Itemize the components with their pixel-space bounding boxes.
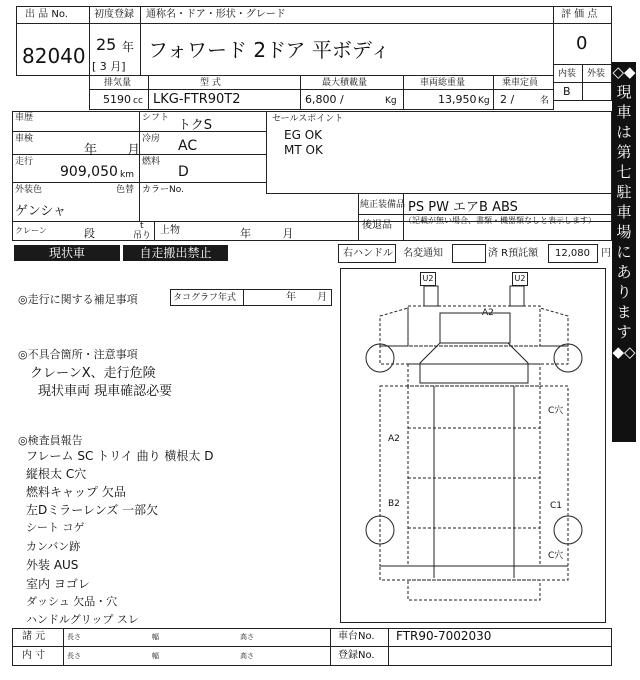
chassis-number: FTR90-7002030 xyxy=(396,629,492,643)
displacement: 5190 xyxy=(103,93,131,106)
sales-point-2: MT OK xyxy=(284,143,323,157)
equipment-value: PS PW エアB ABS xyxy=(408,200,518,215)
report-line: 縦根太 C穴 xyxy=(26,467,87,481)
fuel-label: 燃料 xyxy=(142,157,161,167)
capacity: 2 / xyxy=(500,93,515,106)
color-label: 外装色 xyxy=(15,185,43,195)
history-label: 車歴 xyxy=(15,113,34,123)
deposit-unit: 円 xyxy=(601,248,611,259)
mileage-label: 走行 xyxy=(15,157,34,167)
damage-mark: C穴 xyxy=(548,551,564,561)
interior-label: 内装 xyxy=(558,69,577,79)
cooler-label: 冷房 xyxy=(142,134,161,144)
mileage-unit: km xyxy=(120,170,134,180)
damage-mark: B2 xyxy=(388,499,400,509)
grade-label: 評 価 点 xyxy=(561,9,598,20)
tacho-label: タコグラフ年式 xyxy=(173,293,237,303)
report-line: シート コゲ xyxy=(26,521,85,534)
crane-lift: 吊り xyxy=(133,231,152,241)
truck-diagram-svg xyxy=(340,268,606,623)
aftermarket-note: （記載が無い場合、書類・機器類なしと表示します） xyxy=(404,216,596,225)
defect-line-1: クレーンX、走行危険 xyxy=(30,366,156,381)
exterior-label: 外装 xyxy=(587,69,606,79)
chassis-label: 車台No. xyxy=(338,631,375,642)
defect-line-2: 現状車両 現車確認必要 xyxy=(38,384,173,399)
recycle-label: 済 R預託額 xyxy=(488,248,539,259)
report-line: ハンドルグリップ スレ xyxy=(26,613,139,626)
inspector-label: ◎検査員報告 xyxy=(18,434,83,447)
damage-mark: C1 xyxy=(550,501,563,511)
name-change-label: 名変通知 xyxy=(403,248,443,259)
displacement-unit: cc xyxy=(133,96,143,106)
driving-notes-label: ◎走行に関する補足事項 xyxy=(18,293,138,306)
color-swap-label: 色替 xyxy=(116,185,135,195)
reg-month: [ 3 月] xyxy=(92,60,126,73)
weight-unit: Kg xyxy=(478,96,490,106)
length-label-1: 長さ xyxy=(67,633,81,641)
reg-year-unit: 年 xyxy=(122,40,135,54)
shift-label: シフト xyxy=(142,113,170,123)
report-line: ダッシュ 欠品・穴 xyxy=(26,595,118,608)
defects-label: ◎不具合箇所・注意事項 xyxy=(18,348,138,361)
report-line: フレーム SC トリイ 曲り 横根太 D xyxy=(26,449,214,463)
mileage-value: 909,050 xyxy=(60,164,118,180)
deposit-value: 12,080 xyxy=(555,248,590,259)
model-code: LKG-FTR90T2 xyxy=(153,92,241,107)
height-label-2: 高さ xyxy=(240,652,254,660)
reg-year: 25 xyxy=(96,35,117,54)
as-is-badge: 現状車 xyxy=(14,245,120,261)
steering: 右ハンドル xyxy=(343,248,393,259)
inspection-label: 車検 xyxy=(15,134,34,144)
damage-mark: A2 xyxy=(388,434,400,444)
damage-mark: A2 xyxy=(482,308,494,318)
damage-mark: C穴 xyxy=(548,406,564,416)
name-change-box xyxy=(452,244,486,263)
gross-weight: 13,950 xyxy=(438,93,477,106)
sales-point-1: EG OK xyxy=(284,128,323,142)
capacity-label: 乗車定員 xyxy=(502,78,539,88)
damage-mark: U2 xyxy=(512,272,528,286)
width-label-1: 幅 xyxy=(152,633,159,641)
self-carry-badge: 自走搬出禁止 xyxy=(123,245,228,261)
dims-label: 内 寸 xyxy=(22,650,46,661)
length-label-2: 長さ xyxy=(67,652,81,660)
lot-number: 82040 xyxy=(22,44,86,68)
upper-date: 年 月 xyxy=(240,227,294,240)
aftermarket-label: 後退品 xyxy=(362,220,392,231)
overall-grade: 0 xyxy=(576,33,588,54)
interior-grade: B xyxy=(563,85,571,98)
first-reg-label: 初度登録 xyxy=(94,9,134,20)
upper-label: 上物 xyxy=(160,225,180,236)
weight-label: 車両総重量 xyxy=(420,78,466,88)
model-label: 型 式 xyxy=(200,78,221,88)
equipment-label: 純正装備品 xyxy=(360,200,406,210)
color-no-label: カラーNo. xyxy=(142,185,184,195)
displacement-label: 排気量 xyxy=(104,78,132,88)
fuel-value: D xyxy=(178,164,189,180)
shift-value: トクS xyxy=(178,118,212,133)
crane-ton: t xyxy=(140,221,144,231)
sales-label: セールスポイント xyxy=(272,114,344,124)
load-label: 最大積載量 xyxy=(322,78,368,88)
reg-no-label: 登録No. xyxy=(338,650,375,661)
inspection-value: 年 月 xyxy=(84,143,141,158)
lot-label: 出 品 No. xyxy=(25,9,68,20)
car-name: フォワード 2ドア 平ボディ xyxy=(148,38,391,62)
color-value: ゲンシャ xyxy=(15,204,67,219)
capacity-unit: 名 xyxy=(540,96,550,106)
cooler-value: AC xyxy=(178,138,198,154)
report-line: 外装 AUS xyxy=(26,558,79,572)
max-load: 6,800 / xyxy=(305,93,344,106)
side-banner: ◇◆ 現車は第七駐車場にあります ◆◇ xyxy=(612,62,636,442)
footer-grid xyxy=(12,628,612,666)
height-label-1: 高さ xyxy=(240,633,254,641)
report-line: 燃料キャップ 欠品 xyxy=(26,485,126,499)
damage-mark: U2 xyxy=(420,272,436,286)
crane-stage: 段 xyxy=(84,227,95,240)
specs-label: 諸 元 xyxy=(22,631,46,642)
crane-label: クレーン xyxy=(15,226,47,235)
width-label-2: 幅 xyxy=(152,652,159,660)
report-line: カンバン跡 xyxy=(26,540,81,553)
report-line: 左Dミラーレンズ 一部欠 xyxy=(26,503,159,517)
report-line: 室内 ヨゴレ xyxy=(26,577,90,591)
name-label: 通称名・ドア・形状・グレード xyxy=(146,9,286,20)
tacho-value: 年 月 xyxy=(286,292,328,303)
load-unit: Kg xyxy=(385,96,397,106)
